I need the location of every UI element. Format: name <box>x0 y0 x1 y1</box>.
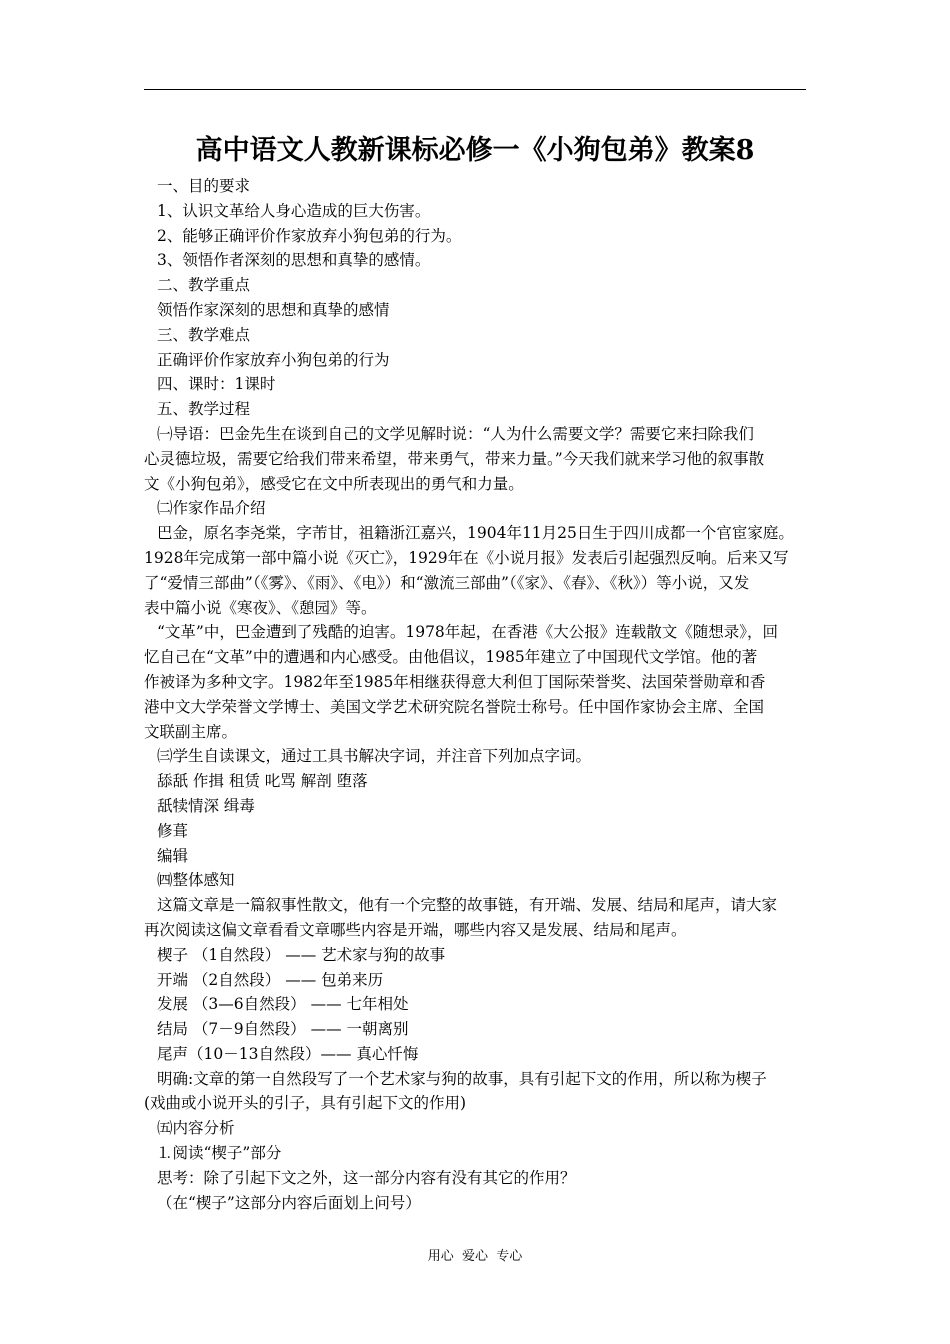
body-line: 这篇文章是一篇叙事性散文，他有一个完整的故事链，有开端、发展、结局和尾声，请大家 <box>157 896 778 915</box>
body-line: 3、领悟作者深刻的思想和真挚的感情。 <box>157 251 431 270</box>
body-line: 文《小狗包弟》，感受它在文中所表现出的勇气和力量。 <box>144 474 524 493</box>
body-line: 表中篇小说《寒夜》、《憩园》等。 <box>144 598 377 617</box>
body-line: 尾声（10－13自然段）—— 真心忏悔 <box>157 1044 419 1063</box>
body-line: 2、能够正确评价作家放弃小狗包弟的行为。 <box>157 226 462 245</box>
body-line: 舔舐 作揖 租赁 叱骂 解剖 堕落 <box>157 772 368 791</box>
body-line: (戏曲或小说开头的引子，具有引起下文的作用) <box>144 1094 467 1113</box>
body-line: 结局 （7－9自然段） —— 一朝离别 <box>157 1020 409 1039</box>
body-line: 发展 （3—6自然段） —— 七年相处 <box>157 995 409 1014</box>
body-line: 开端 （2自然段） —— 包弟来历 <box>157 970 384 989</box>
body-line: 四、课时：1课时 <box>157 375 276 394</box>
header-rule <box>144 89 806 90</box>
body-line: ㈣整体感知 <box>157 871 235 890</box>
body-line: 再次阅读这偏文章看看文章哪些内容是开端，哪些内容又是发展、结局和尾声。 <box>144 920 687 939</box>
body-line: 作被译为多种文字。1982年至1985年相继获得意大利但丁国际荣誉奖、法国荣誉勋章和香 <box>144 672 766 691</box>
body-line: 心灵德垃圾，需要它给我们带来希望，带来勇气，带来力量。”今天我们就来学习他的叙事散 <box>144 449 765 468</box>
page-footer: 用心 爱心 专心 <box>427 1249 523 1264</box>
body-line: ㈠导语：巴金先生在谈到自己的文学见解时说：“人为什么需要文学？需要它来扫除我们 <box>157 424 754 443</box>
body-line: 了“爱情三部曲”（《雾》、《雨》、《电》）和“激流三部曲”（《家》、《春》、《秋》）等小说，又发 <box>144 573 750 592</box>
body-line: 舐犊情深 缉毒 <box>157 796 255 815</box>
body-line: 五、教学过程 <box>157 400 251 419</box>
body-line: 修葺 <box>157 821 189 840</box>
body-line: 1928年完成第一部中篇小说《灭亡》，1929年在《小说月报》发表后引起强烈反响。后来又写 <box>144 548 789 567</box>
body-line: ㈡作家作品介绍 <box>157 499 266 518</box>
body-line: “文革”中，巴金遭到了残酷的迫害。1978年起，在香港《大公报》连载散文《随想录》，回 <box>157 623 779 642</box>
body-line: ㈤内容分析 <box>157 1119 235 1138</box>
body-line: 明确:文章的第一自然段写了一个艺术家与狗的故事，具有引起下文的作用，所以称为楔子 <box>157 1069 767 1088</box>
body-line: 港中文大学荣誉文学博士、美国文学艺术研究院名誉院士称号。任中国作家协会主席、全国 <box>144 697 765 716</box>
body-line: 二、教学重点 <box>157 276 251 295</box>
body-line: 思考：除了引起下文之外，这一部分内容有没有其它的作用？ <box>157 1168 576 1187</box>
body-line: 编辑 <box>157 846 189 865</box>
body-line: ㈢学生自读课文，通过工具书解决字词，并注音下列加点字词。 <box>157 747 592 766</box>
document-body <box>144 174 806 1215</box>
body-line: 文联副主席。 <box>144 722 238 741</box>
body-line: （在“楔子”这部分内容后面划上问号） <box>157 1193 421 1212</box>
body-line: 楔子 （1自然段） —— 艺术家与狗的故事 <box>157 945 446 964</box>
body-line: 一、目的要求 <box>157 177 251 195</box>
body-line: ⒈阅读“楔子”部分 <box>157 1144 282 1163</box>
body-line: 巴金，原名李尧棠，字芾甘，祖籍浙江嘉兴，1904年11月25日生于四川成都一个官宦家庭。 <box>157 524 794 543</box>
body-line: 忆自己在“文革”中的遭遇和内心感受。由他倡议，1985年建立了中国现代文学馆。他的著 <box>144 648 758 667</box>
body-line: 三、教学难点 <box>157 325 251 344</box>
body-line: 1、认识文革给人身心造成的巨大伤害。 <box>157 201 431 220</box>
body-line: 领悟作家深刻的思想和真挚的感情 <box>157 300 390 319</box>
document-title: 高中语文人教新课标必修一《小狗包弟》教案8 <box>195 135 755 166</box>
body-line: 正确评价作家放弃小狗包弟的行为 <box>157 350 390 369</box>
